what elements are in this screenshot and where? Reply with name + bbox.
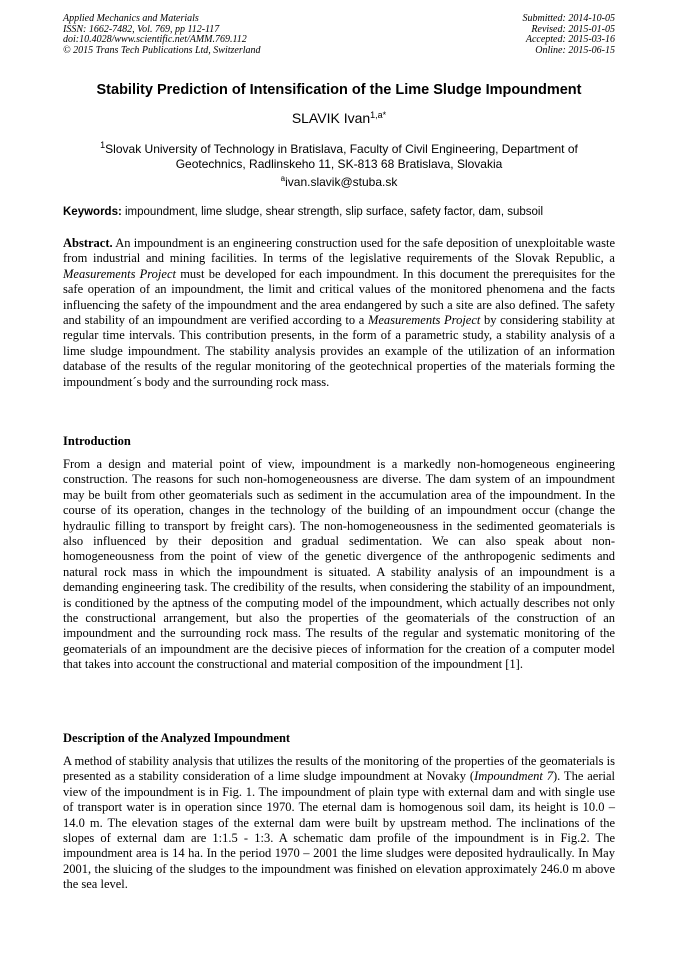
email-address: ivan.slavik@stuba.sk bbox=[285, 175, 398, 189]
description-paragraph bbox=[63, 754, 615, 893]
email-superscript: a bbox=[280, 174, 286, 183]
journal-info bbox=[63, 14, 261, 56]
author-name: SLAVIK Ivan bbox=[291, 110, 371, 126]
revised-date: Revised: 2015-01-05 bbox=[531, 23, 615, 35]
abstract-italic-2: Measurements Project bbox=[367, 313, 481, 328]
keywords bbox=[63, 206, 623, 218]
abstract-paragraph bbox=[63, 236, 615, 390]
journal-issn: ISSN: 1662-7482, Vol. 769, pp 112-117 bbox=[63, 23, 220, 35]
author-superscript: 1,a* bbox=[370, 110, 387, 120]
affiliation-text: Slovak University of Technology in Bratislava, Faculty of Civil Engineering, Department of Geotechnics, Radlinskeho 11, SK-813 68 Bratislava, Slovakia bbox=[105, 142, 578, 171]
author-line bbox=[40, 110, 638, 126]
journal-copyright: © 2015 Trans Tech Publications Ltd, Switzerland bbox=[63, 44, 261, 56]
affiliation bbox=[80, 138, 598, 172]
journal-doi: doi:10.4028/www.scientific.net/AMM.769.112 bbox=[63, 34, 247, 45]
abstract-text-1: An impoundment is an engineering construction used for the safe deposition of unexploitable waste from industrial and mining facilities. In terms of the legislative requirements of the Slovak Republic, a bbox=[63, 236, 615, 266]
affiliation-superscript: 1 bbox=[100, 140, 106, 150]
description-text-2: ). The aerial view of the impoundment is in Fig. 1. The impoundment of plain type with external dam and with single use of transport water is in operation since 1970. The eternal dam is homogenous soil dam, its height is 10.0 – 14.0 m. The elevation stages of the external dam were built by upstream method. The inclinations of the slopes of external dam are 1:1.5 - 1:3. A schematic dam profile of the impoundment is in Fig.2. The impoundment area is 14 ha. In the period 1970 – 2001 the lime sludges were deposited hydraulically. In May 2001, the sluicing of the sludges to the impoundment was finished on elevation approximately 246.0 m above the sea level. bbox=[63, 769, 616, 892]
accepted-date: Accepted: 2015-03-16 bbox=[525, 34, 615, 45]
publication-dates bbox=[523, 14, 616, 56]
submitted-date: Submitted: 2014-10-05 bbox=[522, 13, 615, 24]
abstract-italic-1: Measurements Project bbox=[63, 266, 176, 281]
description-italic-1: Impoundment 7 bbox=[474, 769, 553, 784]
introduction-heading: Introduction bbox=[63, 434, 131, 448]
journal-name: Applied Mechanics and Materials bbox=[63, 13, 199, 24]
keywords-text: impoundment, lime sludge, shear strength, slip surface, safety factor, dam, subsoil bbox=[125, 206, 544, 218]
email-line bbox=[40, 174, 638, 189]
abstract-text-3: by considering stability at regular time intervals. This contribution presents, in the form of a parametric study, a stability analysis of a lime sludge impoundment. The stability analysis provides an example of the utilization of an information database of the results of the regular monitoring of the geotechnical properties of the materials forming the impoundment´s body and the surrounding rock mass. bbox=[63, 313, 616, 389]
introduction-paragraph: From a design and material point of view, impoundment is a markedly non-homogeneous engineering construction. The reasons for such non-homogeneousness are diverse. The dam system of an impoundment may be built from other geomaterials such as sediment in the accumulation area of the impoundment. In the course of its operation, changes in the technology of the building of an impoundment occur (change the hydraulic filling to transport by freight cars). The non-homogeneousness in the sedimented geomaterials is also influenced by their deposition and gradual sedimentation. We can also speak about non-homogeneousness from the point of view of the genetic divergence of the anthropogenic sediments and natural rock mass in which the impoundment is situated. A stability analysis of an impoundment is a demanding engineering task. The credibility of the results, when considering the stability of an impoundment, is conditioned by the aptness of the computing model of the impoundment, which actually describes not only the constructional arrangement, but also the properties of the geomaterials of the construction of an impoundment and the surrounding rock mass. The results of the regular and systematic monitoring of the geomaterials of an impoundment are the decisive pieces of information for the creation of a computer model that takes into account the constructional and material composition of the impoundment [1]. bbox=[63, 457, 615, 672]
online-date: Online: 2015-06-15 bbox=[535, 44, 615, 56]
paper-title: Stability Prediction of Intensification of the Lime Sludge Impoundment bbox=[96, 82, 582, 98]
abstract-label: Abstract. bbox=[63, 236, 113, 250]
description-text-1: A method of stability analysis that utilizes the results of the monitoring of the properties of the geomaterials is presented as a stability consideration of a lime sludge impoundment at Novaky ( bbox=[63, 754, 615, 784]
keywords-label: Keywords: bbox=[63, 206, 122, 218]
description-heading: Description of the Analyzed Impoundment bbox=[63, 731, 291, 745]
abstract-text-2: must be developed for each impoundment. In this document the prerequisites for the safe operation of an impoundment, the limit and critical values of the monitored phenomena and the facts influencing the safety of the impoundment and the area endangered by such a site are also defined. The safety and stability of an impoundment are verified according to a bbox=[63, 266, 616, 328]
